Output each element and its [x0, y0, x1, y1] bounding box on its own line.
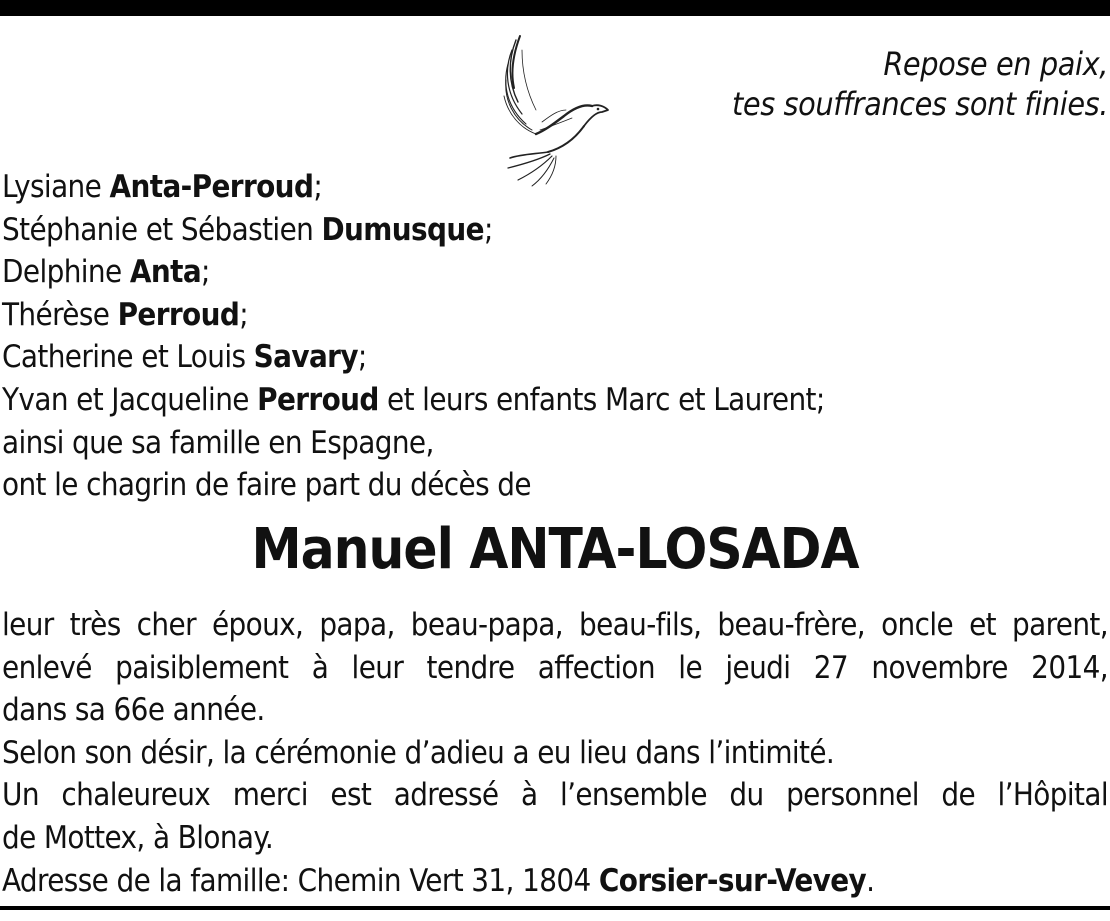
mourner-given-names: Thérèse	[2, 296, 118, 333]
address-suffix: .	[866, 862, 875, 899]
mourner-surname: Perroud	[257, 381, 379, 418]
mourner-line	[2, 209, 825, 252]
mourner-surname: Perroud	[117, 296, 240, 333]
mourner-suffix: ;	[483, 211, 493, 248]
mourner-line	[2, 251, 825, 294]
mourner-surname: Anta-Perroud	[109, 169, 314, 205]
epigraph-line: tes souffrances sont finies.	[732, 85, 1108, 123]
family-abroad-line: ainsi que sa famille en Espagne,	[2, 424, 434, 461]
mourner-given-names: Catherine et Louis	[2, 339, 254, 376]
mourners-list	[2, 166, 825, 507]
mourner-suffix: et leurs enfants Marc et Laurent;	[378, 381, 825, 418]
mourner-given-names: Stéphanie et Sébastien	[2, 211, 322, 248]
mourner-given-names: Lysiane	[2, 169, 110, 205]
mourner-line	[2, 379, 825, 422]
epigraph	[732, 44, 1108, 124]
mourner-suffix: ;	[313, 169, 323, 205]
bottom-border-rule	[0, 906, 1110, 910]
family-address-line	[2, 860, 1108, 903]
body-line: enlevé paisiblement à leur tendre affection le jeudi 27 novembre 2014,	[2, 649, 1108, 686]
mourner-line	[2, 336, 825, 379]
mourner-line	[2, 294, 825, 337]
address-town: Corsier-sur-Vevey	[598, 862, 867, 899]
body-line: leur très cher époux, papa, beau-papa, beau-fils, beau-frère, oncle et parent,	[2, 607, 1108, 643]
body-line: de Mottex, à Blonay.	[2, 819, 274, 856]
announcement-line: ont le chagrin de faire part du décès de	[2, 467, 531, 504]
body-line: Un chaleureux merci est adressé à l’ensemble du personnel de l’Hôpital	[2, 777, 1108, 814]
mourner-suffix: ;	[201, 254, 210, 291]
mourner-suffix: ;	[239, 296, 249, 333]
mourner-suffix: ;	[357, 339, 367, 376]
epigraph-line: Repose en paix,	[883, 45, 1108, 83]
mourner-surname: Anta	[129, 254, 202, 291]
mourner-given-names: Yvan et Jacqueline	[2, 381, 258, 418]
mourner-surname: Savary	[253, 339, 358, 376]
body-line: dans sa 66e année.	[2, 692, 265, 729]
top-border-rule	[0, 0, 1110, 16]
mourner-surname: Dumusque	[321, 211, 484, 248]
body-line: Selon son désir, la cérémonie d’adieu a eu lieu dans l’intimité.	[2, 734, 835, 771]
obituary-body	[2, 604, 1108, 902]
address-text: Adresse de la famille: Chemin Vert 31, 1804	[2, 862, 599, 899]
mourner-given-names: Delphine	[2, 254, 130, 291]
mourner-line	[2, 166, 825, 209]
deceased-name: Manuel ANTA-LOSADA	[251, 517, 859, 582]
